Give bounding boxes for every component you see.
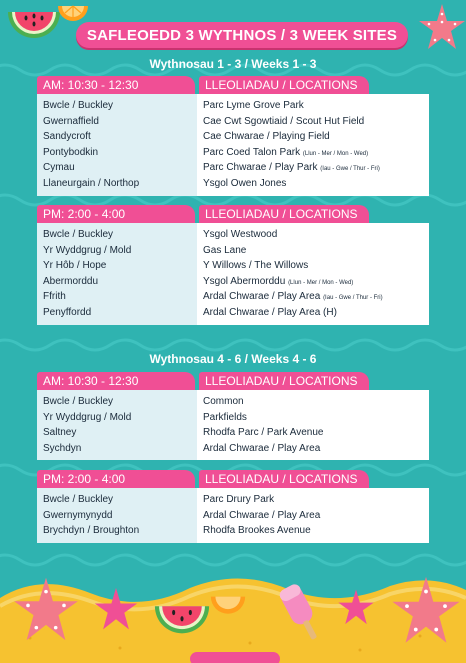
- locations-header: LLEOLIADAU / LOCATIONS: [199, 372, 369, 390]
- locations-column: [197, 223, 429, 325]
- schedule-block-weeks-1-3-pm: [37, 205, 429, 325]
- town: Bwcle / Buckley: [43, 100, 114, 111]
- day-note: (Iau - Gwe / Thur - Fri): [323, 295, 383, 302]
- location: Ardal Chwarae / Play Area: [203, 509, 321, 521]
- starfish-icon: [92, 586, 140, 634]
- starfish-icon: [10, 575, 82, 647]
- town: Abermorddu: [43, 275, 99, 287]
- locations-header: LLEOLIADAU / LOCATIONS: [199, 205, 369, 223]
- town: Saltney: [43, 427, 77, 439]
- time-header: AM: 10:30 - 12:30: [37, 372, 195, 390]
- town: Sychdyn: [43, 442, 82, 454]
- town: Penyffordd: [43, 306, 92, 318]
- towns-column: [37, 94, 197, 196]
- footer-pill: [190, 652, 280, 663]
- towns-column: [37, 223, 197, 325]
- day-note: (Iau - Gwe / Thur - Fri): [320, 166, 380, 173]
- town: Yr Wyddgrug / Mold: [43, 411, 132, 423]
- town: Sandycroft: [43, 131, 91, 143]
- ice-lolly-icon: [276, 578, 326, 648]
- town: Cymau: [43, 162, 75, 174]
- location: Ysgol Owen Jones: [203, 177, 287, 189]
- town: Bwcle / Buckley: [43, 396, 114, 407]
- location: Ardal Chwarae / Play Area: [203, 442, 321, 454]
- starfish-icon: [336, 588, 376, 628]
- section-heading-weeks-1-3: Wythnosau 1 - 3 / Weeks 1 - 3: [149, 57, 317, 71]
- schedule-block-weeks-4-6-am: [37, 372, 429, 460]
- location: Parc Chwarae / Play Park: [203, 162, 318, 174]
- watermelon-icon: [148, 600, 216, 650]
- town: Yr Wyddgrug / Mold: [43, 244, 132, 256]
- town: Bwcle / Buckley: [43, 229, 114, 240]
- time-header: AM: 10:30 - 12:30: [37, 76, 195, 94]
- schedule-block-weeks-4-6-pm: [37, 470, 429, 543]
- section-heading-weeks-4-6: Wythnosau 4 - 6 / Weeks 4 - 6: [149, 352, 317, 366]
- locations-column: [197, 488, 429, 543]
- location: Ysgol Abermorddu: [203, 275, 286, 287]
- day-note: (Llun - Mer / Mon - Wed): [288, 279, 354, 286]
- towns-column: [37, 488, 197, 543]
- town: Brychdyn / Broughton: [43, 525, 140, 537]
- location: Gas Lane: [203, 244, 247, 256]
- locations-header: LLEOLIADAU / LOCATIONS: [199, 76, 369, 94]
- town: Gwernaffield: [43, 115, 99, 127]
- town: Ffrith: [43, 291, 66, 303]
- schedule-block-weeks-1-3-am: [37, 76, 429, 196]
- location: Cae Chwarae / Playing Field: [203, 131, 330, 143]
- starfish-icon: [416, 2, 466, 54]
- location: Parc Coed Talon Park: [203, 146, 301, 158]
- town: Bwcle / Buckley: [43, 494, 114, 505]
- orange-slice-icon: [208, 592, 248, 624]
- time-header: PM: 2:00 - 4:00: [37, 205, 195, 223]
- location: Rhodfa Parc / Park Avenue: [203, 427, 324, 439]
- page-title: SAFLEOEDD 3 WYTHNOS / 3 WEEK SITES: [76, 22, 408, 48]
- time-header: PM: 2:00 - 4:00: [37, 470, 195, 488]
- town: Yr Hôb / Hope: [43, 260, 107, 272]
- towns-column: [37, 390, 197, 460]
- location: Rhodfa Brookes Avenue: [203, 525, 311, 537]
- watermelon-icon: [4, 6, 64, 54]
- location: Cae Cwt Sgowtiaid / Scout Hut Field: [203, 115, 365, 127]
- location: Common: [203, 396, 244, 407]
- town: Llaneurgain / Northop: [43, 177, 140, 189]
- town: Gwernymynydd: [43, 509, 113, 521]
- location: Parc Drury Park: [203, 494, 275, 505]
- locations-header: LLEOLIADAU / LOCATIONS: [199, 470, 369, 488]
- locations-column: [197, 390, 429, 460]
- location: Parkfields: [203, 411, 247, 423]
- town: Pontybodkin: [43, 146, 99, 158]
- location: Y Willows / The Willows: [203, 260, 309, 272]
- location: Parc Lyme Grove Park: [203, 100, 304, 111]
- locations-column: [197, 94, 429, 196]
- location: Ardal Chwarae / Play Area: [203, 291, 321, 303]
- starfish-icon: [388, 574, 464, 650]
- location: Ardal Chwarae / Play Area (H): [203, 306, 337, 318]
- day-note: (Llun - Mer / Mon - Wed): [302, 150, 369, 157]
- location: Ysgol Westwood: [203, 229, 278, 240]
